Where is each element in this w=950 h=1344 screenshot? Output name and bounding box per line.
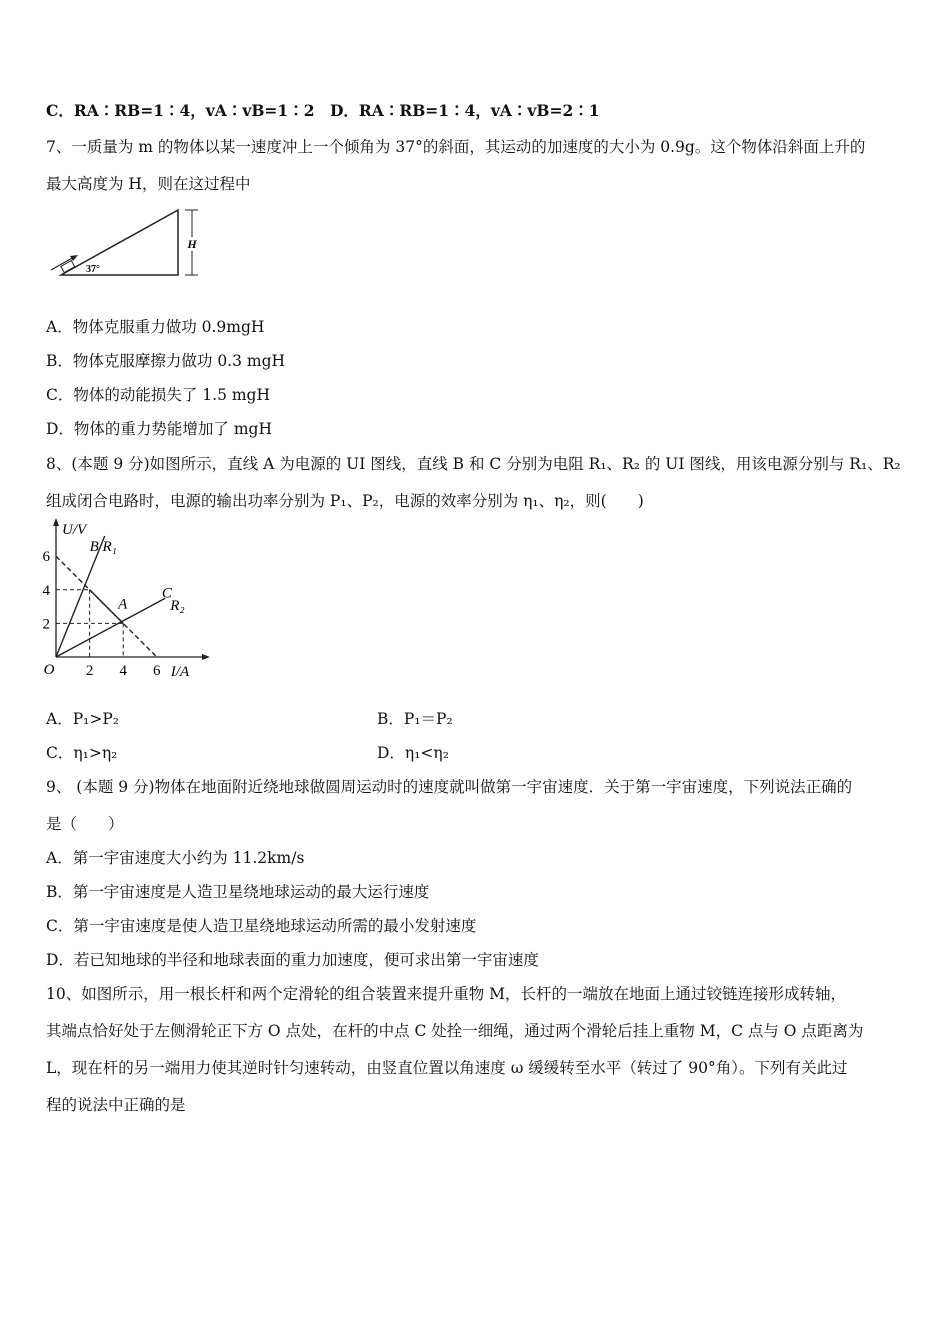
q9-stem-line1: 9、 (本题 9 分)物体在地面附近绕地球做圆周运动时的速度就叫做第一宇宙速度．关于第一宇宙速度，下列说法正确的 xyxy=(46,778,853,796)
q8-option-a: A．P₁>P₂ xyxy=(46,710,119,728)
q7-stem-line1: 7、一质量为 m 的物体以某一速度冲上一个倾角为 37°的斜面，其运动的加速度的大小为 0.9g。这个物体沿斜面上升的 xyxy=(46,138,866,156)
series-a-label: A xyxy=(118,596,128,613)
y-axis-arrow xyxy=(53,518,59,526)
incline-figure xyxy=(46,205,211,285)
q10-stem-line3: L，现在杆的另一端用力使其逆时针匀速转动，由竖直位置以角速度 ω 缓缓转至水平（转过了 90°角）。下列有关此过 xyxy=(46,1059,848,1077)
y-tick-4: 4 xyxy=(42,582,50,599)
series-c-sublabel: R₂ xyxy=(170,597,185,614)
q7-stem-line2: 最大高度为 H，则在这过程中 xyxy=(46,175,251,193)
block xyxy=(61,261,75,273)
q9-stem-line2: 是（ ） xyxy=(46,815,124,833)
q8-stem-line2: 组成闭合电路时，电源的输出功率分别为 P₁、P₂，电源的效率分别为 η₁、η₂，则( ) xyxy=(46,492,644,510)
x-tick-4: 4 xyxy=(119,663,127,679)
ui-graph xyxy=(40,518,215,683)
y-axis-label: U/V xyxy=(62,522,87,538)
q8-option-b: B．P₁＝P₂ xyxy=(377,710,453,728)
y-tick-6: 6 xyxy=(42,549,50,566)
q7-option-d: D．物体的重力势能增加了 mgH xyxy=(46,420,272,438)
velocity-arrow-line xyxy=(51,257,74,270)
x-tick-6: 6 xyxy=(153,663,161,679)
q10-stem-line1: 10、如图所示，用一根长杆和两个定滑轮的组合装置来提升重物 M，长杆的一端放在地面上通过铰链连接形成转轴， xyxy=(46,985,847,1003)
series-b-label: B R₁ xyxy=(89,539,117,556)
angle-label: 37° xyxy=(86,264,100,275)
q8-option-d: D．η₁<η₂ xyxy=(377,744,449,762)
origin-label: O xyxy=(43,662,55,678)
q9-option-b: B．第一宇宙速度是人造卫星绕地球运动的最大运行速度 xyxy=(46,883,430,901)
q7-option-b: B．物体克服摩擦力做功 0.3 mgH xyxy=(46,352,286,370)
q10-stem-line2: 其端点恰好处于左侧滑轮正下方 O 点处，在杆的中点 C 处拴一细绳，通过两个滑轮后挂上重物 M，C 点与 O 点距离为 xyxy=(46,1022,864,1040)
x-tick-2: 2 xyxy=(85,663,94,679)
q8-stem-line1: 8、(本题 9 分)如图所示，直线 A 为电源的 UI 图线，直线 B 和 C 分别为电阻 R₁、R₂ 的 UI 图线，用该电源分别与 R₁、R₂ xyxy=(46,455,901,473)
incline-triangle xyxy=(61,210,178,275)
height-label: H xyxy=(187,237,197,251)
x-axis-label: I/A xyxy=(170,664,190,680)
series-c-label: C xyxy=(161,585,172,602)
q9-option-a: A．第一宇宙速度大小约为 11.2km/s xyxy=(46,849,305,867)
q8-option-c: C．η₁>η₂ xyxy=(46,744,118,762)
q9-option-c: C．第一宇宙速度是使人造卫星绕地球运动所需的最小发射速度 xyxy=(46,917,477,935)
y-tick-2: 2 xyxy=(42,616,50,633)
q7-option-c: C．物体的动能损失了 1.5 mgH xyxy=(46,386,271,404)
q10-stem-line4: 程的说法中正确的是 xyxy=(46,1096,186,1114)
q7-option-a: A．物体克服重力做功 0.9mgH xyxy=(46,318,265,336)
q6-options-cd: C．RA∶RB=1∶4，vA∶vB=1∶2 D．RA∶RB=1∶4，vA∶vB=2∶1 xyxy=(46,101,600,120)
q9-option-d: D．若已知地球的半径和地球表面的重力加速度，便可求出第一宇宙速度 xyxy=(46,951,539,969)
x-axis-arrow xyxy=(202,654,210,660)
